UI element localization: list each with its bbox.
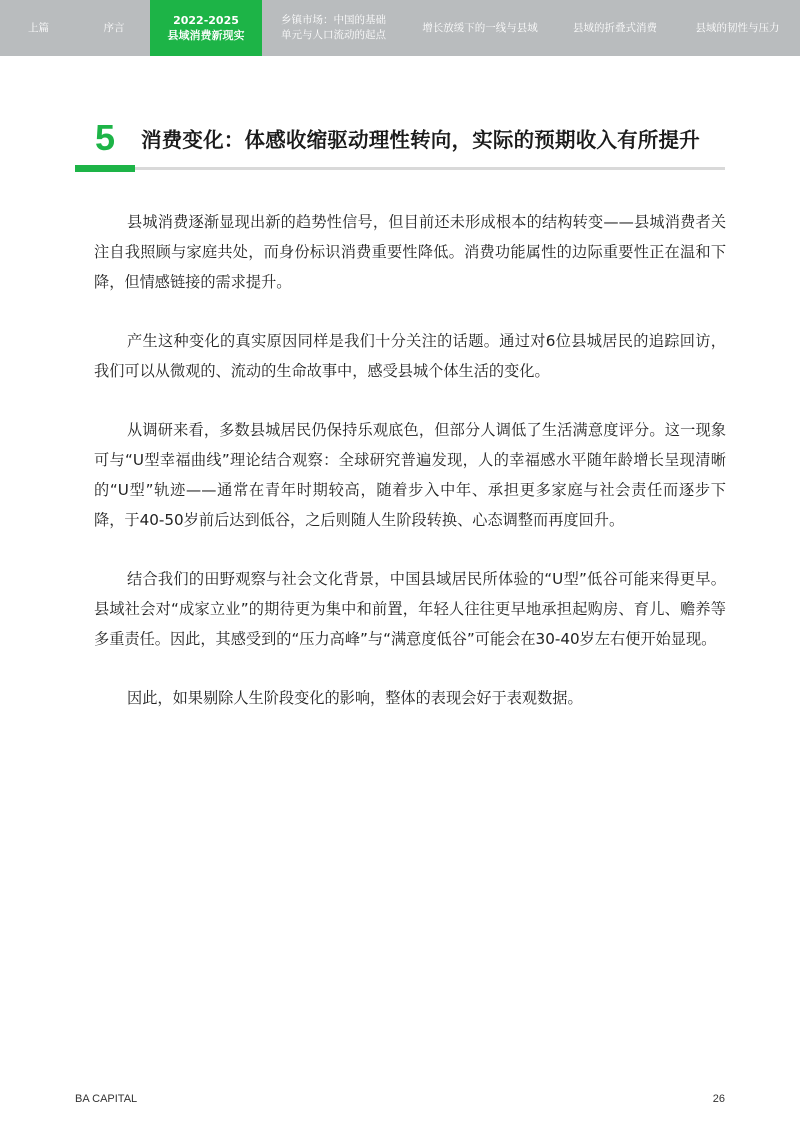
paragraph: 县城消费逐渐显现出新的趋势性信号，但目前还未形成根本的结构转变——县城消费者关注自我照顾与家庭共处，而身份标识消费重要性降低。消费功能属性的边际重要性正在温和下降，但情感链接的需求提升。	[94, 213, 726, 291]
tab-county-consumption-reality[interactable]	[150, 0, 262, 56]
tab-label-line1: 乡镇市场：中国的基础	[281, 14, 386, 26]
tab-label-line2: 单元与人口流动的起点	[281, 29, 386, 41]
heading-accent-bar	[75, 165, 135, 172]
tab-shangpian[interactable]	[0, 0, 78, 56]
footer-brand: BA CAPITAL	[75, 1093, 138, 1105]
tab-folded-consumption[interactable]	[555, 0, 675, 56]
paragraph: 因此，如果剔除人生阶段变化的影响，整体的表现会好于表观数据。	[127, 689, 583, 707]
tab-label: 县域的韧性与压力	[695, 21, 780, 34]
tab-township-market[interactable]	[262, 0, 405, 56]
tab-tier1-and-county[interactable]	[405, 0, 555, 56]
heading-divider	[75, 167, 725, 170]
page-number: 26	[712, 1093, 725, 1105]
tab-label: 上篇	[28, 21, 49, 34]
tab-label: 增长放缓下的一线与县域	[422, 21, 538, 34]
top-navigation	[0, 0, 800, 56]
body-text	[94, 207, 726, 742]
tab-resilience-and-pressure[interactable]	[675, 0, 800, 56]
tab-preface[interactable]	[78, 0, 150, 56]
tab-label: 县域的折叠式消费	[573, 21, 657, 34]
paragraph: 从调研来看，多数县城居民仍保持乐观底色，但部分人调低了生活满意度评分。这一现象可与“U型幸福曲线”理论结合观察：全球研究普遍发现，人的幸福感水平随年龄增长呈现清晰的“U型”轨迹——通常在青年时期较高，随着步入中年、承担更多家庭与社会责任而逐步下降，于40-50岁前后达到低谷，之后则随人生阶段转换、心态调整而再度回升。	[94, 421, 726, 529]
section-heading	[75, 118, 725, 158]
paragraph: 产生这种变化的真实原因同样是我们十分关注的话题。通过对6位县城居民的追踪回访，我们可以从微观的、流动的生命故事中，感受县城个体生活的变化。	[94, 332, 726, 380]
tab-label: 序言	[103, 21, 125, 34]
paragraph: 结合我们的田野观察与社会文化背景，中国县域居民所体验的“U型”低谷可能来得更早。县域社会对“成家立业”的期待更为集中和前置，年轻人往往更早地承担起购房、育儿、赡养等多重责任。因此，其感受到的“压力高峰”与“满意度低谷”可能会在30-40岁左右便开始显现。	[94, 570, 726, 648]
tab-label-line1: 2022-2025	[173, 14, 239, 27]
tab-label-line2: 县域消费新现实	[167, 29, 245, 42]
section-title: 消费变化：体感收缩驱动理性转向，实际的预期收入有所提升	[141, 128, 700, 152]
section-number: 5	[95, 117, 116, 158]
